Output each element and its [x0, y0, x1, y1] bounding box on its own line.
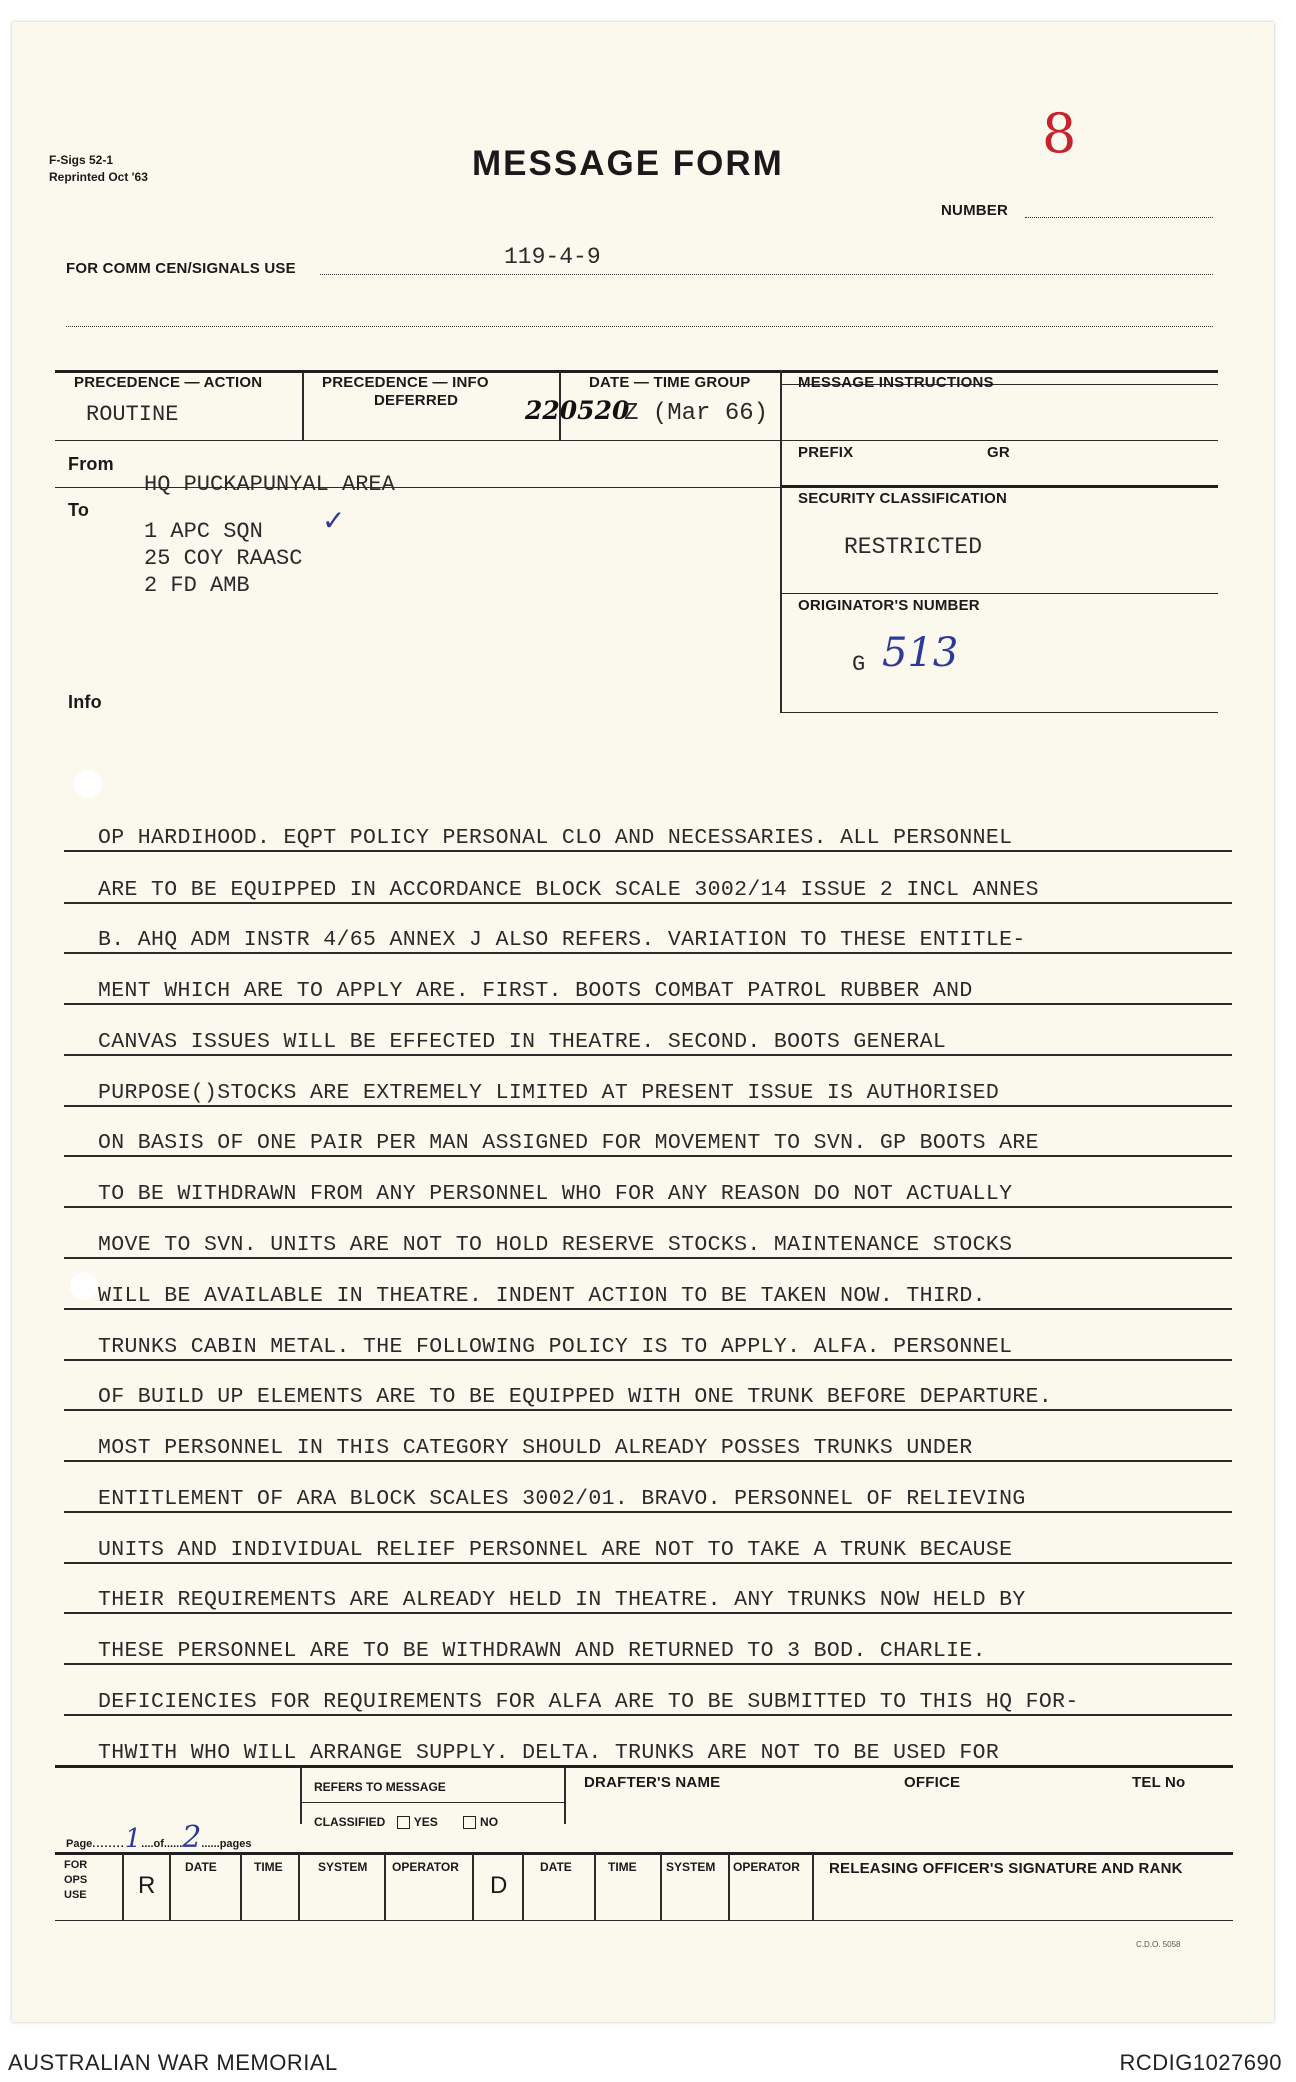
- message-rule: [64, 1714, 1232, 1716]
- no-label: NO: [480, 1815, 499, 1829]
- for-ops-use-label: FOR OPS USE: [64, 1859, 88, 1901]
- classified-no-checkbox[interactable]: [463, 1816, 476, 1829]
- archive-credit: AUSTRALIAN WAR MEMORIAL: [8, 2050, 338, 2075]
- message-form-page: [12, 22, 1274, 2022]
- message-line: WILL BE AVAILABLE IN THEATRE. INDENT ACTION TO BE TAKEN NOW. THIRD.: [98, 1284, 986, 1308]
- message-line: OF BUILD UP ELEMENTS ARE TO BE EQUIPPED WITH ONE TRUNK BEFORE DEPARTURE.: [98, 1385, 1053, 1409]
- ops-divider: [522, 1854, 524, 1920]
- footer-divider: [300, 1767, 302, 1824]
- time-label-2: TIME: [608, 1860, 637, 1874]
- message-line: B. AHQ ADM INSTR 4/65 ANNEX J ALSO REFERS. VARIATION TO THESE ENTITLE-: [98, 928, 1026, 952]
- message-rule: [64, 1308, 1232, 1310]
- refers-label: REFERS TO MESSAGE: [314, 1780, 446, 1794]
- dtg-typed: Z (Mar 66): [624, 400, 769, 427]
- comm-cen-label: FOR COMM CEN/SIGNALS USE: [66, 260, 296, 277]
- pages-label: pages: [219, 1838, 252, 1850]
- message-rule: [64, 1612, 1232, 1614]
- message-line: ENTITLEMENT OF ARA BLOCK SCALES 3002/01. BRAVO. PERSONNEL OF RELIEVING: [98, 1487, 1026, 1511]
- ops-divider: [660, 1854, 662, 1920]
- punch-hole: [70, 1272, 98, 1300]
- office-label: OFFICE: [904, 1774, 961, 1791]
- header-bottom-rule: [55, 440, 782, 441]
- message-rule: [64, 850, 1232, 852]
- message-rule: [64, 902, 1232, 904]
- number-line: [1025, 217, 1213, 218]
- footer-divider: [564, 1767, 566, 1824]
- message-rule: [64, 1359, 1232, 1361]
- refers-rule: [300, 1802, 564, 1803]
- prefix-label: PREFIX: [798, 444, 854, 461]
- message-line: MOST PERSONNEL IN THIS CATEGORY SHOULD ALREADY POSSES TRUNKS UNDER: [98, 1436, 973, 1460]
- precedence-info-label: PRECEDENCE — INFO: [322, 374, 489, 391]
- message-line: MOVE TO SVN. UNITS ARE NOT TO HOLD RESERVE STOCKS. MAINTENANCE STOCKS: [98, 1233, 1013, 1257]
- to-line: 25 COY RAASC: [144, 546, 303, 571]
- message-line: MENT WHICH ARE TO APPLY ARE. FIRST. BOOTS COMBAT PATROL RUBBER AND: [98, 979, 973, 1003]
- reprinted-note: Reprinted Oct '63: [49, 170, 148, 184]
- number-label: NUMBER: [941, 202, 1009, 219]
- header-divider: [302, 372, 304, 440]
- ops-divider: [728, 1854, 730, 1920]
- message-line: ARE TO BE EQUIPPED IN ACCORDANCE BLOCK SCALE 3002/14 ISSUE 2 INCL ANNES: [98, 878, 1039, 902]
- message-rule: [64, 1206, 1232, 1208]
- originator-label: ORIGINATOR'S NUMBER: [798, 597, 980, 614]
- page-count: Page........1....of......2......pages: [66, 1820, 252, 1855]
- to-label: To: [68, 500, 90, 520]
- message-line: TO BE WITHDRAWN FROM ANY PERSONNEL WHO FOR ANY REASON DO NOT ACTUALLY: [98, 1182, 1013, 1206]
- ops-divider: [594, 1854, 596, 1920]
- originator-prefix: G: [852, 652, 866, 677]
- message-rule: [64, 1003, 1232, 1005]
- form-code: F-Sigs 52-1: [49, 153, 114, 167]
- operator-label: OPERATOR: [392, 1860, 459, 1874]
- classified-label: CLASSIFIED: [314, 1815, 386, 1829]
- message-line: THWITH WHO WILL ARRANGE SUPPLY. DELTA. TRUNKS ARE NOT TO BE USED FOR: [98, 1741, 1000, 1765]
- ops-divider: [240, 1854, 242, 1920]
- security-top-rule: [780, 485, 1218, 488]
- to-list: [144, 518, 302, 599]
- time-label: TIME: [254, 1860, 283, 1874]
- precedence-action-value: ROUTINE: [86, 402, 179, 427]
- header-top-rule: [55, 370, 1218, 373]
- originator-number: 513: [882, 630, 959, 676]
- footer-top-rule: [55, 1765, 1233, 1768]
- form-title: MESSAGE FORM: [472, 144, 784, 183]
- message-rule: [64, 1257, 1232, 1259]
- ops-divider: [298, 1854, 300, 1920]
- message-rule: [64, 952, 1232, 954]
- info-label: Info: [68, 692, 102, 712]
- comm-cen-line: [320, 274, 1213, 275]
- ops-divider: [169, 1854, 171, 1920]
- message-rule: [64, 1511, 1232, 1513]
- ops-divider: [812, 1854, 814, 1920]
- message-line: UNITS AND INDIVIDUAL RELIEF PERSONNEL ARE NOT TO TAKE A TRUNK BECAUSE: [98, 1538, 1013, 1562]
- handwritten-page-mark: 8: [1042, 102, 1077, 165]
- message-rule: [64, 1105, 1232, 1107]
- to-line: 1 APC SQN: [144, 519, 263, 544]
- d-label: D: [490, 1872, 508, 1899]
- ops-divider: [122, 1854, 124, 1920]
- message-rule: [64, 1409, 1232, 1411]
- message-line: ON BASIS OF ONE PAIR PER MAN ASSIGNED FOR MOVEMENT TO SVN. GP BOOTS ARE: [98, 1131, 1039, 1155]
- gr-label: GR: [987, 444, 1010, 461]
- item-id: RCDIG1027690: [1119, 2050, 1282, 2075]
- page-number: 1: [124, 1824, 142, 1854]
- to-line: 2 FD AMB: [144, 573, 250, 598]
- form-code-block: [49, 152, 148, 186]
- system-label-2: SYSTEM: [666, 1860, 716, 1874]
- message-instructions-label: MESSAGE INSTRUCTIONS: [798, 374, 994, 391]
- date-label: DATE: [185, 1860, 217, 1874]
- date-label-2: DATE: [540, 1860, 572, 1874]
- message-line: THESE PERSONNEL ARE TO BE WITHDRAWN AND RETURNED TO 3 BOD. CHARLIE.: [98, 1639, 986, 1663]
- classified-yes-checkbox[interactable]: [397, 1816, 410, 1829]
- message-line: TRUNKS CABIN METAL. THE FOLLOWING POLICY IS TO APPLY. ALFA. PERSONNEL: [98, 1335, 1013, 1359]
- prefix-top-rule: [780, 440, 1218, 441]
- message-line: THEIR REQUIREMENTS ARE ALREADY HELD IN THEATRE. ANY TRUNKS NOW HELD BY: [98, 1588, 1026, 1612]
- ops-bottom-rule: [55, 1920, 1233, 1921]
- system-label: SYSTEM: [318, 1860, 368, 1874]
- comm-cen-value: 119-4-9: [504, 244, 601, 270]
- punch-hole: [74, 770, 102, 798]
- operator-label-2: OPERATOR: [733, 1860, 800, 1874]
- page-label: Page: [66, 1838, 93, 1850]
- message-rule: [64, 1155, 1232, 1157]
- message-line: DEFICIENCIES FOR REQUIREMENTS FOR ALFA ARE TO BE SUBMITTED TO THIS HQ FOR-: [98, 1690, 1079, 1714]
- message-line: OP HARDIHOOD. EQPT POLICY PERSONAL CLO AND NECESSARIES. ALL PERSONNEL: [98, 826, 1013, 850]
- dtg-handwritten: 220520: [525, 396, 630, 425]
- ops-divider: [384, 1854, 386, 1920]
- security-value: RESTRICTED: [844, 534, 983, 560]
- precedence-info-value: DEFERRED: [374, 392, 459, 409]
- message-rule: [64, 1460, 1232, 1462]
- message-rule: [64, 1562, 1232, 1564]
- message-line: PURPOSE()STOCKS ARE EXTREMELY LIMITED AT PRESENT ISSUE IS AUTHORISED: [98, 1081, 1000, 1105]
- originator-top-rule: [780, 593, 1218, 594]
- tel-label: TEL No: [1132, 1774, 1186, 1791]
- right-panel-border: [780, 370, 782, 713]
- from-label: From: [68, 454, 114, 474]
- from-value: HQ PUCKAPUNYAL AREA: [144, 472, 395, 497]
- precedence-action-label: PRECEDENCE — ACTION: [74, 374, 263, 391]
- yes-label: YES: [413, 1815, 438, 1829]
- page-total: 2: [182, 1820, 202, 1855]
- classified-row: [314, 1815, 498, 1829]
- message-rule: [64, 1054, 1232, 1056]
- of-label: of: [153, 1838, 164, 1850]
- ops-divider: [472, 1854, 474, 1920]
- message-line: CANVAS ISSUES WILL BE EFFECTED IN THEATRE. SECOND. BOOTS GENERAL: [98, 1030, 947, 1054]
- drafter-label: DRAFTER'S NAME: [584, 1774, 721, 1791]
- comm-cen-line-2: [66, 326, 1213, 327]
- dtg-label: DATE — TIME GROUP: [589, 374, 751, 391]
- message-rule: [64, 1663, 1232, 1665]
- tick-mark: ✓: [322, 504, 346, 537]
- security-label: SECURITY CLASSIFICATION: [798, 490, 1008, 507]
- stores-code: C.D.O. 5058: [1136, 1940, 1181, 1949]
- originator-bottom-rule: [780, 712, 1218, 713]
- r-label: R: [138, 1872, 156, 1899]
- ops-top-rule: [55, 1852, 1233, 1855]
- releasing-officer-label: RELEASING OFFICER'S SIGNATURE AND RANK: [829, 1860, 1183, 1877]
- from-rule: [55, 487, 782, 488]
